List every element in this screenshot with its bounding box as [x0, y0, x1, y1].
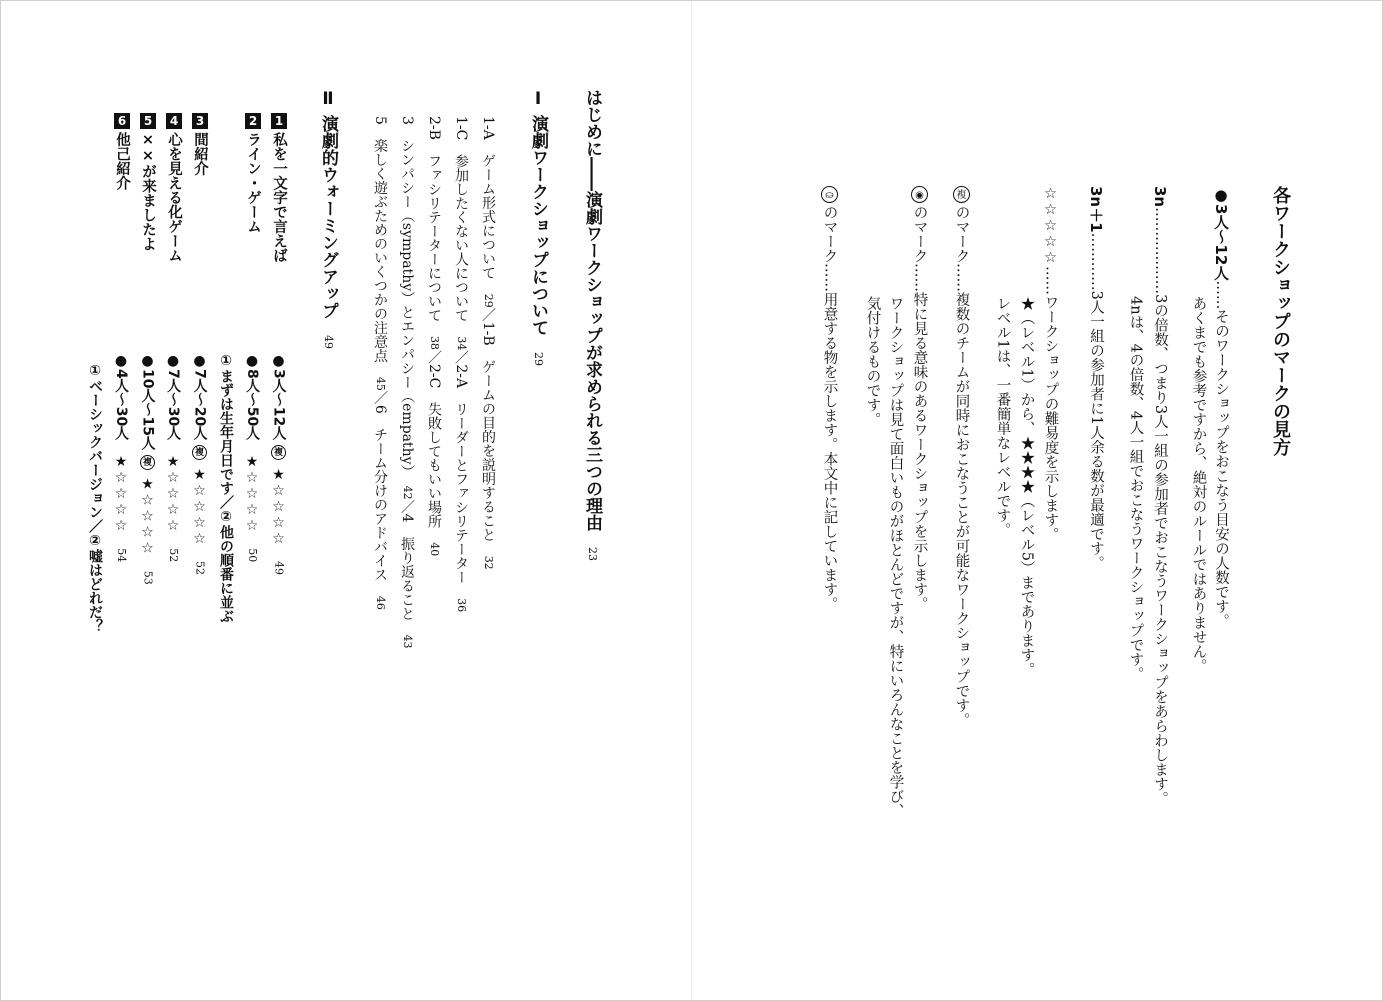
toc-item: 3 シンパシー（sympathy）とエンパシー（empathy） 42／4 振り返ること 43	[399, 116, 415, 649]
number-badge: 3	[192, 113, 208, 129]
toc-exercise-sub: ①ベーシックバージョン／②嘘はどれだ？	[87, 363, 103, 633]
toc-exercise-detail: ●3人〜12人 複 ★☆☆☆☆ 49	[270, 353, 287, 575]
toc-part1-title: Ⅰ 演劇ワークショップについて29	[528, 89, 548, 366]
toc-item: 2-B ファシリテーターについて 38／2-C 失敗してもいい場所 40	[426, 116, 442, 557]
toc-exercise-title: 3間紹介	[192, 114, 208, 176]
number-badge: 6	[114, 113, 130, 129]
toc-intro: はじめに――演劇ワークショップが求められる三つの理由23	[582, 89, 602, 561]
fuku-mark-icon: 複	[192, 445, 207, 460]
toc-exercise-title: 4心を見える化ゲーム	[166, 114, 182, 263]
eye-mark-icon: ◉	[911, 186, 928, 203]
toc-exercise-title: 5××が来ましたよ	[140, 114, 156, 251]
toc-item: 1-C 参加したくない人について 34／2-A リーダーとファシリテーター 36	[453, 116, 469, 613]
toc-exercise-detail: ●8人〜50人 ★☆☆☆☆ 50	[244, 353, 260, 563]
toc-exercise-sub: ①まずは生年月日です／②他の順番に並ぶ	[218, 353, 234, 623]
number-badge: 1	[271, 113, 287, 129]
toc-exercise-detail: ●7人〜30人 ★☆☆☆☆ 52	[165, 353, 181, 563]
entry-eye-line3: 気付けるものです。	[864, 296, 881, 427]
toc-exercise-title: 1私を一文字で言えば	[271, 114, 287, 263]
toc-item: 1-A ゲーム形式について 29／1-B ゲームの目的を説明すること 32	[480, 116, 496, 570]
number-badge: 5	[140, 113, 156, 129]
toc-exercise-title: 6他己紹介	[114, 114, 130, 190]
right-page-title: 各ワークショップのマークの見方	[1270, 186, 1291, 456]
page-gutter	[691, 1, 692, 1000]
toc-exercise-detail: ●4人〜30人 ★☆☆☆☆ 54	[113, 353, 129, 563]
toc-exercise-detail: ●10人〜15人 複 ★☆☆☆☆ 53	[139, 353, 156, 585]
entry-eye-line2: ワークショップは見て面白いものがほとんどですが、特にいろんなことを学び、	[887, 296, 904, 818]
entry-3n-line2: 4nは、4の倍数、4人一組でおこなうワークショップです。	[1127, 296, 1144, 682]
toc-item: 5 楽しく遊ぶためのいくつかの注意点 45／6 チーム分けのアドバイス 46	[372, 116, 388, 610]
entry-people: ●3人〜12人……そのワークショップをおこなう目安の人数です。	[1212, 186, 1230, 629]
toc-part2-title: Ⅱ 演劇的ウォーミングアップ49	[318, 89, 338, 349]
entry-people-line2: あくまでも参考ですから、絶対のルールではありません。	[1190, 296, 1207, 673]
entry-fuku: 複のマーク……複数のチームが同時におこなうことが可能なワークショップです。	[953, 186, 970, 727]
fuku-mark-icon: 複	[140, 455, 155, 470]
entry-stars-line3: レベル1は、一番簡単なレベルです。	[994, 296, 1011, 538]
toc-exercise-detail: ●7人〜20人 複 ★☆☆☆☆ 52	[191, 353, 208, 575]
items-mark-icon: ⛀	[821, 186, 838, 203]
number-badge: 2	[245, 113, 261, 129]
entry-3n: 3n………………3の倍数、つまり3人一組の参加者でおこなうワークショップをあらわします。	[1151, 186, 1169, 806]
fuku-mark-icon: 複	[953, 186, 970, 203]
entry-stars-line2: ★（レベル1）から、★★★★（レベル5）まであります。	[1018, 296, 1035, 677]
toc-exercise-title: 2ライン・ゲーム	[245, 114, 261, 234]
fuku-mark-icon: 複	[271, 445, 286, 460]
entry-stars: ☆☆☆☆☆……ワークショップの難易度を示します。	[1042, 186, 1059, 542]
entry-eye: ◉のマーク……特に見る意味のあるワークショップを示します。	[911, 186, 928, 611]
entry-items: ⛀のマーク……用意する物を示します。本文中に記しています。	[821, 186, 838, 611]
number-badge: 4	[166, 113, 182, 129]
entry-3n1: 3n＋1…………3人一組の参加者に1人余る数が最適です。	[1087, 186, 1105, 571]
